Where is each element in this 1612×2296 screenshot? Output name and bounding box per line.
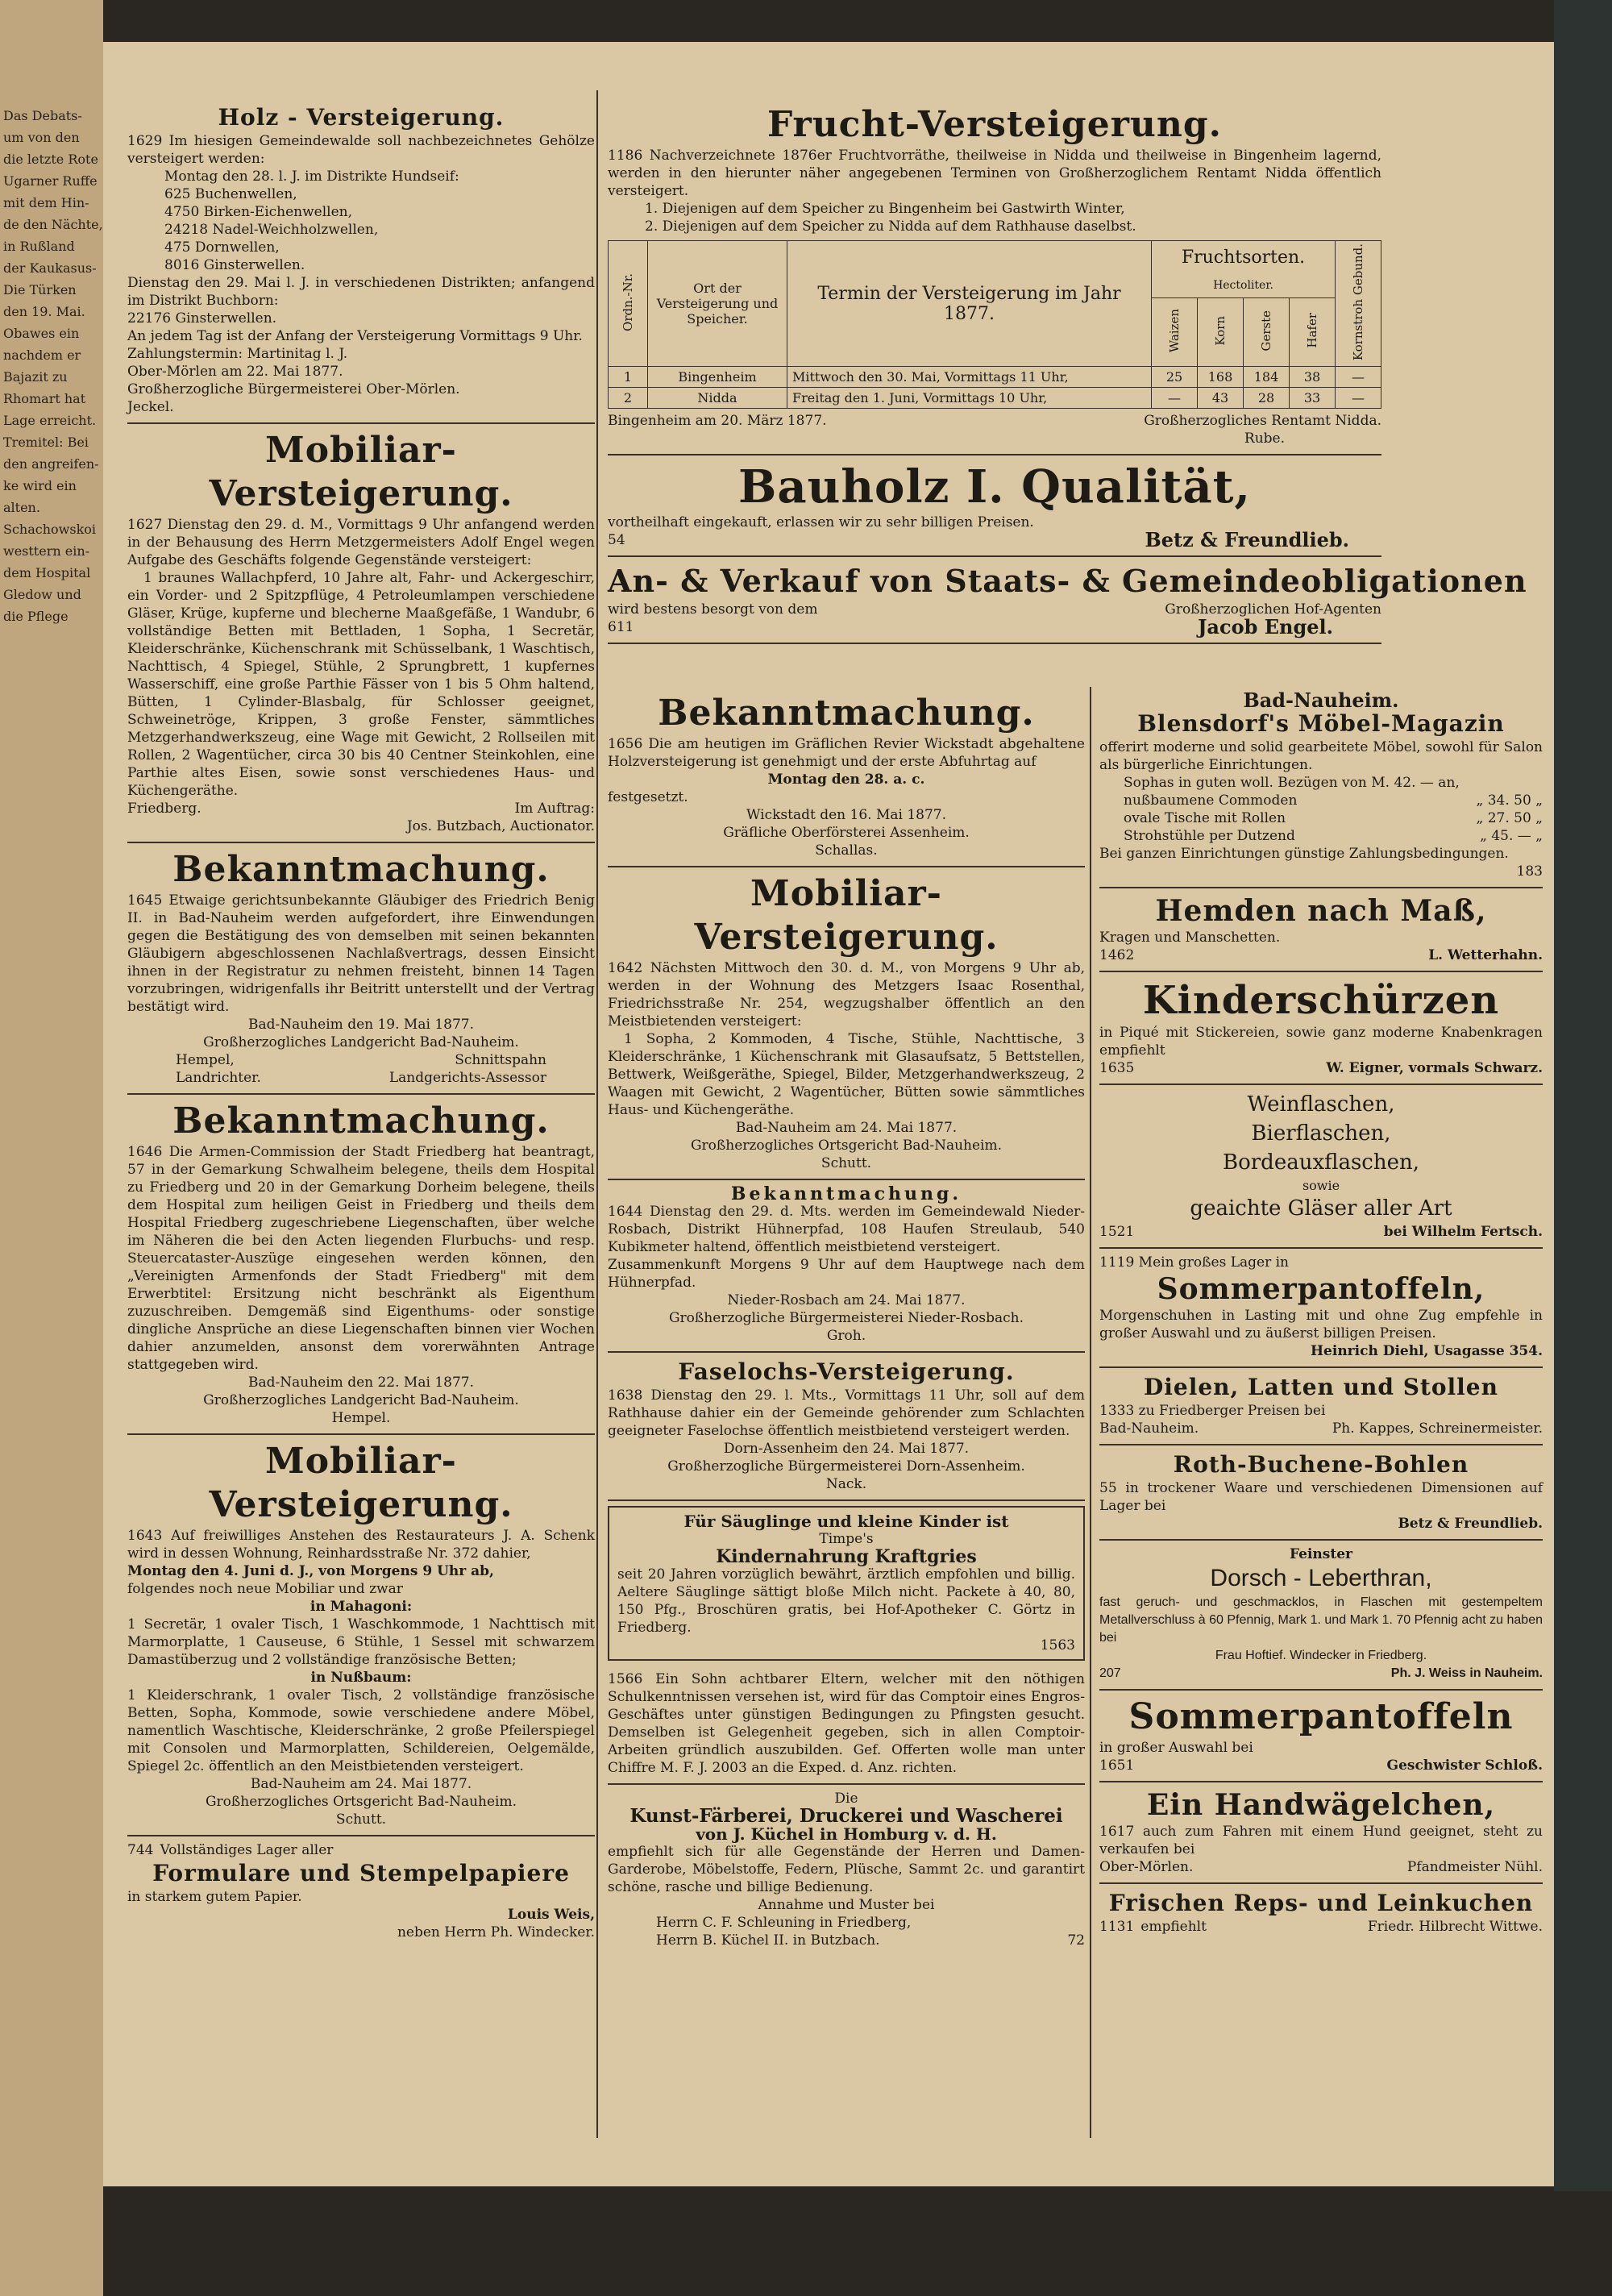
ad-sign: Schnittspahn (455, 1052, 546, 1068)
table-cell: Freitag den 1. Juni, Vormittags 10 Uhr, (787, 388, 1152, 409)
ad-text: 1186 Nachverzeichnete 1876er Fruchtvorräthe, theilweise in Nidda und theilweise in Bingenheim lagernd, werden in den hierunter näher angegebenen Terminen von Großherzoglichem Rentamt Nidda öffentlich versteigert. (608, 148, 1381, 199)
frucht-table (608, 240, 1381, 409)
ad-text: 1333 zu Friedberger Preisen bei (1099, 1403, 1326, 1419)
ad-line: Ober-Mörlen am 22. Mai 1877. (127, 364, 343, 380)
ad-subhead: in Nußbaum: (310, 1670, 412, 1686)
table-header: Termin der Versteigerung im Jahr 1877. (787, 241, 1152, 367)
ad-place: Bad-Nauheim. (1243, 688, 1399, 712)
ad-title: Dorsch - Leberthran, (1210, 1565, 1432, 1591)
column-right (1099, 687, 1543, 1942)
ad-line: 4750 Birken-Eichenwellen, (164, 204, 353, 220)
strip-line: in Rußland (3, 239, 75, 254)
ad-body: 1 braunes Wallachpferd, 10 Jahre alt, Fahr- und Ackergeschirr, ein Vorder- und 2 Spitzpflüge, 4 Petroleumlampen verschiedene Gläser, Krüge, kupferne und blecherne Maaßgefäße, 1 Wandubr, 6 vollständige Betten mit Bettladen, 1 Sopha, 1 Secretär, Kleiderschränke, Küchenschrank mit Schüsselbank, 1 Waschtisch, Nachttisch, 4 Spiegel, Stühle, 2 Sprungbrett, 1 kupfernes Wasserschiff, eine große Parthie Fässer von 1 bis 5 Ohm haltend, Bütten, 1 Cylinder-Blasbalg, für Schlosser geeignet, Schweinetröge, Krippen, 3 große Fenster, sämmtliches Metzgerhandwerkszeug, eine Wage mit Gewicht, 2 Rollseilen mit Rollen, 2 Wagentücher, circa 30 bis 40 Centner Steinkohlen, eine Parthie altes Eisen, sowie sonst verschiedenes Haus- und Küchengeräthe. (127, 570, 595, 799)
ad-text: vortheilhaft eingekauft, erlassen wir zu sehr billigen Preisen. (608, 514, 1034, 531)
table-cell: Nidda (648, 388, 787, 409)
ad-title: Bekanntmachung. (658, 693, 1035, 734)
strip-line: Tremitel: Bei (3, 435, 89, 450)
ad-text: 1646 Die Armen-Commission der Stadt Friedberg hat beantragt, 57 in der Gemarkung Schwalheim belegene, theils dem Hospital zu Friedberg und 20 in der Gemarkung Dorheim belegene, theils dem Hospital zum heiligen Geist in Friedberg und theils dem Hospital Friedberg zugeschriebene Liegenschaften, über welche im Näheren die bei den Acten liegenden Flurbuchs- und resp. Steuercataster-Auszüge eingesehen werden können, den „Vereinigten Armenfonds der Stadt Friedberg" mit dem Erwerbtitel: Ersitzung nicht beschränkt als Eigenthum zuzuschreiben. Demgemäß sind Eigenthums- oder sonstige dingliche Ansprüche an diese Liegenschaften binnen vier Wochen dahier anzumelden, ansonst dem vorerwähnten Antrage stattgegeben wird. (127, 1144, 595, 1373)
ad-flaschen (1099, 1085, 1543, 1249)
ad-text: 1617 auch zum Fahren mit einem Hund geeignet, steht zu verkaufen bei (1099, 1824, 1543, 1857)
strip-line: mit dem Hin- (3, 195, 89, 210)
item-price: „ 45. — „ (1480, 828, 1543, 844)
ad-text: in Piqué mit Stickereien, sowie ganz moderne Knabenkragen empfiehlt (1099, 1025, 1543, 1059)
ad-text: Großherzoglichen Hof-Agenten (1165, 601, 1381, 618)
ad-title: Sommerpantoffeln (1128, 1696, 1514, 1737)
ad-text: wird bestens besorgt von dem (608, 601, 818, 618)
ad-text: Feinster (1290, 1546, 1352, 1562)
ad-title: Bauholz I. Qualität, (738, 460, 1251, 514)
ad-signature: Heinrich Diehl, Usagasse 354. (1310, 1343, 1543, 1359)
ad-line: 22176 Ginsterwellen. (127, 310, 277, 327)
ad-title: Bekanntmachung. (730, 1183, 962, 1204)
ad-signature: Geschwister Schloß. (1386, 1757, 1543, 1774)
ad-office: Großherzogliche Bürgermeisterei Dorn-Assenheim. (667, 1458, 1025, 1475)
ad-date: Nieder-Rosbach am 24. Mai 1877. (727, 1292, 966, 1308)
strip-line: Lage erreicht. (3, 413, 97, 428)
ad-text: Herrn B. Küchel II. in Butzbach. (656, 1932, 880, 1949)
previous-page-strip (0, 0, 103, 2296)
ad-obligationen (608, 557, 1527, 644)
ad-date: Wickstadt den 16. Mai 1877. (746, 807, 947, 823)
ad-number: 1521 (1099, 1224, 1135, 1240)
ad-text: Timpe's (819, 1531, 874, 1547)
table-cell: Mittwoch den 30. Mai, Vormittags 11 Uhr, (787, 367, 1152, 388)
strip-line: Schachowskoi (3, 522, 97, 537)
ad-text: Vollständiges Lager aller (160, 1842, 334, 1858)
strip-line: Das Debats- (3, 108, 82, 123)
ad-sommerpantoffeln-2 (1099, 1691, 1543, 1782)
table-cell: — (1336, 367, 1381, 388)
ad-reps (1099, 1884, 1543, 1942)
ad-faselochs (608, 1353, 1085, 1501)
ad-place: Friedberg. (127, 801, 202, 817)
ad-body: 1 Secretär, 1 ovaler Tisch, 1 Waschkommode, 1 Nachttisch mit Marmorplatte, 1 Causeuse, 6 Stühle, 1 Sessel mit schwarzem Damastüberzug und 2 vollständige französische Betten; (127, 1616, 595, 1668)
ad-signature: Schutt. (821, 1155, 872, 1171)
ad-text: 1642 Nächsten Mittwoch den 30. d. M., von Morgens 9 Uhr ab, werden in der Wohnung des Metzgers Isaac Rosenthal, Friedrichsstraße Nr. 254, wegzugshalber öffentlich an den Meistbietenden versteigert: (608, 960, 1085, 1029)
strip-line: alten. (3, 500, 40, 515)
ad-number: 1462 (1099, 947, 1135, 963)
ad-text: empfiehlt sich für alle Gegenstände der Herren und Damen-Garderobe, Möbelstoffe, Federn, Plüsche, Sammt 2c. und garantirt schöne, rasche und billige Bedienung. (608, 1844, 1085, 1895)
ad-text: 1638 Dienstag den 29. l. Mts., Vormittags 11 Uhr, soll auf dem Rathhause dahier ein der Gemeinde gehörender zum Schlachten geeigneter Faselochse öffentlich meistbietend versteigert werden. (608, 1387, 1085, 1439)
ad-signature: bei Wilhelm Fertsch. (1383, 1224, 1543, 1240)
ad-title: Bekanntmachung. (172, 1100, 550, 1142)
table-cell: — (1336, 388, 1381, 409)
ad-signature: Groh. (826, 1328, 866, 1344)
ad-title: Holz - Versteigerung. (218, 104, 505, 131)
table-cell: — (1152, 388, 1198, 409)
ad-frucht-versteigerung (608, 98, 1381, 455)
ad-line: Bierflaschen, (1251, 1121, 1391, 1146)
ad-mobiliar-versteigerung-2 (127, 1435, 595, 1836)
ad-office: Großherzogliches Rentamt Nidda. (1144, 413, 1381, 430)
ad-line: 625 Buchenwellen, (164, 186, 297, 202)
ad-line: sowie (1302, 1178, 1340, 1193)
table-header: Hectoliter. (1152, 274, 1336, 297)
ad-bekanntmachung-2 (127, 1095, 595, 1435)
ad-number: 611 (608, 619, 634, 636)
ad-place: Bad-Nauheim. (1099, 1420, 1199, 1437)
ad-place: Ober-Mörlen. (1099, 1859, 1194, 1875)
ad-number: 1563 (1040, 1637, 1075, 1653)
ad-head: Für Säuglinge und kleine Kinder ist (683, 1512, 1009, 1531)
ad-holz-versteigerung (127, 98, 595, 424)
ad-signature: Jos. Butzbach, Auctionator. (406, 818, 595, 834)
strip-line: ke wird ein (3, 478, 77, 493)
table-cell: 168 (1198, 367, 1244, 388)
table-cell: 184 (1244, 367, 1290, 388)
ad-line: Jeckel. (127, 399, 174, 415)
ad-line: 475 Dornwellen, (164, 239, 280, 256)
ad-signature: Louis Weis, (507, 1907, 595, 1923)
ad-body: 1 Kleiderschrank, 1 ovaler Tisch, 2 vollständige französische Betten, Sopha, Kommode, sowie verschiedene andere Möbel, namentlich Waschtische, Kleiderschränke, 2 große Pfeilerspiegel mit Consolen und Marmorplatten, Schildereien, Oelgemälde, Spiegel 2c. öffentlich an den Meistbietenden versteigert. (127, 1687, 595, 1774)
strip-line: Ugarner Ruffe (3, 173, 98, 189)
ad-number: 72 (1067, 1932, 1085, 1949)
ad-title: Frucht-Versteigerung. (767, 104, 1222, 145)
ad-office: Großherzogliches Landgericht Bad-Nauheim. (203, 1392, 519, 1408)
item-label: Strohstühle per Dutzend (1124, 828, 1295, 844)
table-cell: 2 (609, 388, 648, 409)
table-row (609, 388, 1381, 409)
ad-text: 1629 Im hiesigen Gemeindewalde soll nachbezeichnetes Gehölze versteigert werden: (127, 133, 595, 167)
ad-text: Annahme und Muster bei (758, 1897, 935, 1913)
ad-signature: Betz & Freundlieb. (1398, 1516, 1543, 1532)
strip-line: westtern ein- (3, 543, 90, 559)
ad-title: An- & Verkauf von Staats- & Gemeindeobligationen (608, 563, 1527, 600)
ad-number: 1635 (1099, 1060, 1135, 1076)
column-right-top (608, 98, 1527, 644)
ad-date: Bingenheim am 20. März 1877. (608, 413, 827, 430)
item-price: „ 34. 50 „ (1476, 792, 1543, 809)
ad-text: 55 in trockener Waare und verschiedenen Dimensionen auf Lager bei (1099, 1480, 1543, 1514)
ad-title: Faselochs-Versteigerung. (678, 1358, 1015, 1385)
ad-date: Dorn-Assenheim den 24. Mai 1877. (723, 1441, 970, 1457)
ad-signature: Ph. Kappes, Schreinermeister. (1332, 1420, 1543, 1437)
ad-dorsch-leberthran (1099, 1541, 1543, 1691)
ad-text: Bei ganzen Einrichtungen günstige Zahlungsbedingungen. (1099, 846, 1509, 862)
ad-text: seit 20 Jahren vorzüglich bewährt, ärztlich empfohlen und billig. Aeltere Säuglinge sättigt bloße Milch nicht. Packete à 40, 80, 150 Pfg., Broschüren gratis, bei Hof-Apotheker C. Görtz in Friedberg. (617, 1566, 1075, 1636)
ad-text: von J. Küchel in Homburg v. d. H. (696, 1824, 997, 1844)
column-divider (596, 90, 598, 2138)
ad-list-item: 2. Diejenigen auf dem Speicher zu Nidda auf dem Rathhause daselbst. (645, 218, 1136, 235)
list-item (1099, 774, 1543, 792)
strip-line: de den Nächte, (3, 217, 103, 232)
ad-text: Zusammenkunft Morgens 9 Uhr auf dem Hauptwege nach dem Hühnerpfad. (608, 1257, 1085, 1291)
ad-title: Kunst-Färberei, Druckerei und Wascherei (629, 1805, 1063, 1827)
table-header: Ordn.-Nr. (621, 272, 635, 331)
ad-text: 1645 Etwaige gerichtsunbekannte Gläubiger des Friedrich Benig II. in Bad-Nauheim werden aufgefordert, ihre Einwendungen gegen die Bestätigung des von demselben mit seinen bekannten Gläubigern abgeschlossenen Nachlaßvertrags, dessen Einsicht ihnen in der Registratur zu nehmen freisteht, binnen 14 Tagen vorzubringen, widrigenfalls ihr Beitritt unterstellt und der Vertrag bestätigt wird. (127, 892, 595, 1015)
ad-line: Bordeauxflaschen, (1222, 1150, 1420, 1175)
ad-date: Bad-Nauheim den 22. Mai 1877. (248, 1375, 474, 1391)
strip-line: nachdem er (3, 347, 81, 363)
ad-text: Kragen und Manschetten. (1099, 930, 1281, 946)
ad-body: 1 Sopha, 2 Kommoden, 4 Tische, Stühle, Nachttische, 3 Kleiderschränke, 1 Küchenschrank mit Glasaufsatz, 5 Bettstellen, Bettwerk, Weißgeräthe, Spiegel, Bilder, Metzgerhandwerkszeug, 2 Waagen mit Gewicht, 2 Wagentücher, Bütten sowie sämmtliches Haus- und Küchengeräthe. (608, 1031, 1085, 1118)
ad-number: 207 (1099, 1666, 1121, 1680)
ad-title: Hemden nach Maß, (1155, 894, 1487, 928)
table-header: Gerste (1259, 310, 1273, 351)
ad-text: 1644 Dienstag den 29. d. Mts. werden im Gemeindewald Nieder-Rosbach, Distrikt Hühnerpfad, 108 Haufen Streulaub, 540 Kubikmeter haltend, öffentlich meistbietend versteigert. (608, 1204, 1085, 1255)
ad-number: 54 (608, 532, 625, 549)
table-cell: Bingenheim (648, 367, 787, 388)
strip-line: die letzte Rote (3, 152, 98, 167)
list-item (1099, 792, 1543, 809)
ad-line: 8016 Ginsterwellen. (164, 257, 305, 273)
ad-date-line: Montag den 28. a. c. (767, 772, 925, 788)
ad-signature: Pfandmeister Nühl. (1406, 1859, 1543, 1875)
column-left (127, 98, 595, 1948)
ad-text: in starkem gutem Papier. (127, 1889, 302, 1905)
ad-title: Sommerpantoffeln, (1157, 1272, 1485, 1306)
ad-bekanntmachung-1 (127, 843, 595, 1095)
ad-text: 1627 Dienstag den 29. d. M., Vormittags 9 Uhr anfangend werden in der Behausung des Herrn Metzgermeisters Adolf Engel wegen Aufgabe des Geschäfts folgende Gegenstände versteigert: (127, 517, 595, 568)
ad-signature: Nack. (825, 1476, 867, 1492)
ad-text: Frau Hoftief. Windecker in Friedberg. (1215, 1649, 1427, 1662)
table-header: Ort der Versteigerung und Speicher. (648, 241, 787, 367)
strip-line: Die Türken (3, 282, 77, 297)
ad-title: Formulare und Stempelpapiere (152, 1860, 570, 1886)
ad-title: Roth-Buchene-Bohlen (1173, 1451, 1469, 1478)
ad-sommerpantoffeln-1 (1099, 1249, 1543, 1368)
table-header: Korn (1213, 315, 1228, 346)
item-label: ovale Tische mit Rollen (1124, 810, 1286, 826)
ad-title: Mobiliar-Versteigerung. (209, 1441, 513, 1525)
ad-line: Großherzogliche Bürgermeisterei Ober-Mörlen. (127, 381, 460, 397)
table-header: Waizen (1167, 308, 1182, 353)
table-cell: 38 (1290, 367, 1336, 388)
strip-line: die Pflege (3, 609, 69, 624)
ad-bekanntmachung-4 (608, 1180, 1085, 1353)
ad-office: Großherzogliches Ortsgericht Bad-Nauheim. (205, 1794, 517, 1810)
strip-line: Bajazit zu (3, 369, 68, 385)
ad-bauholz (608, 455, 1381, 557)
ad-line: Dienstag den 29. Mai l. J. in verschiedenen Distrikten; anfangend im Distrikt Buchborn: (127, 275, 595, 309)
ad-signature: L. Wetterhahn. (1428, 947, 1543, 963)
ad-text: 1119 Mein großes Lager in (1099, 1254, 1289, 1271)
ad-text: empfiehlt (1140, 1919, 1207, 1935)
ad-signature: neben Herrn Ph. Windecker. (397, 1924, 595, 1940)
ad-signature: Jacob Engel. (1198, 615, 1333, 639)
list-item (1099, 809, 1543, 827)
ad-text: offerirt moderne und solid gearbeitete Möbel, sowohl für Salon als bürgerliche Einrichtungen. (1099, 739, 1543, 773)
ad-signature: Friedr. Hilbrecht Wittwe. (1367, 1919, 1543, 1935)
ad-date: Bad-Nauheim den 19. Mai 1877. (248, 1017, 474, 1033)
ad-number: 1131 (1099, 1919, 1135, 1935)
ad-signature: Schallas. (815, 842, 878, 859)
newspaper-page (103, 42, 1554, 2186)
ad-faerberei (608, 1785, 1085, 1956)
ad-roth-buchene-bohlen (1099, 1445, 1543, 1541)
table-cell: 33 (1290, 388, 1336, 409)
table-cell: 1 (609, 367, 648, 388)
item-price: „ 27. 50 „ (1476, 810, 1543, 826)
strip-line: Gledow und (3, 587, 81, 602)
ad-date: Bad-Nauheim am 24. Mai 1877. (735, 1120, 958, 1136)
book-binding-edge (1554, 0, 1612, 2191)
ad-subhead: in Mahagoni: (310, 1599, 413, 1615)
strip-line: Obawes ein (3, 326, 80, 341)
ad-title: Bekanntmachung. (172, 849, 550, 890)
ad-list-item: 1. Diejenigen auf dem Speicher zu Bingenheim bei Gastwirth Winter, (645, 201, 1125, 217)
ad-sign: Hempel, (176, 1052, 235, 1068)
ad-title: Blensdorf's Möbel-Magazin (1137, 710, 1505, 737)
ad-text: 1643 Auf freiwilliges Anstehen des Restaurateurs J. A. Schenk wird in dessen Wohnung, Reinhardsstraße Nr. 372 dahier, (127, 1528, 595, 1562)
ad-office: Großherzogliche Bürgermeisterei Nieder-Rosbach. (668, 1310, 1024, 1326)
ad-line: Montag den 28. l. J. im Distrikte Hundseif: (164, 168, 459, 185)
ad-sign: Landgerichts-Assessor (388, 1070, 546, 1086)
table-header: Kornstroh Gebund. (1351, 243, 1365, 361)
ad-office: Großherzogliches Landgericht Bad-Nauheim. (203, 1034, 519, 1050)
strip-line: den angreifen- (3, 456, 99, 472)
ad-title: Kinderschürzen (1142, 978, 1500, 1023)
ad-text: 1566 Ein Sohn achtbarer Eltern, welcher mit den nöthigen Schulkenntnissen versehen ist, wird für das Comptoir eines Engros-Geschäftes unter günstigen Bedingungen zu Pfingsten gesucht. Demselben ist Gelegenheit gegeben, sich in allen Comptoir-Arbeiten gründlich auszubilden. Gef. Offerten wolle man unter Chiffre M. F. J. 2003 an die Exped. d. Anz. richten. (608, 1671, 1085, 1776)
ad-signature: Betz & Freundlieb. (1145, 528, 1349, 552)
ad-text: Die (834, 1791, 858, 1807)
ad-text: in großer Auswahl bei (1099, 1740, 1253, 1756)
ad-number: 183 (1516, 863, 1543, 880)
strip-line: um von den (3, 130, 80, 145)
ad-line: An jedem Tag ist der Anfang der Versteigerung Vormittags 9 Uhr. (127, 328, 583, 344)
ad-text: festgesetzt. (608, 789, 688, 805)
ad-hemden (1099, 888, 1543, 972)
ad-line: geaichte Gläser aller Art (1190, 1196, 1452, 1221)
ad-signature: Rube. (1244, 430, 1285, 447)
ad-text: Herrn C. F. Schleuning in Friedberg, (656, 1915, 912, 1931)
ad-dielen (1099, 1368, 1543, 1445)
ad-text: Morgenschuhen in Lasting mit und ohne Zug empfehle in großer Auswahl und zu äußerst billigen Preisen. (1099, 1308, 1543, 1341)
ad-kinderschuerzen (1099, 972, 1543, 1085)
table-row (609, 367, 1381, 388)
ad-title: Mobiliar-Versteigerung. (209, 430, 513, 514)
ad-text: fast geruch- und geschmacklos, in Flaschen mit gestempeltem Metallverschluss à 60 Pfennig, Mark 1. und Mark 1. 70 Pfennig acht zu haben bei (1099, 1595, 1543, 1645)
ad-title: Kindernahrung Kraftgries (716, 1546, 977, 1567)
strip-line: Rhomart hat (3, 391, 86, 406)
ad-bekanntmachung-3 (608, 687, 1085, 867)
ad-line: 24218 Nadel-Weichholzwellen, (164, 222, 379, 238)
ad-date: Bad-Nauheim am 24. Mai 1877. (250, 1776, 472, 1792)
ad-moebel (1099, 687, 1543, 888)
ad-sohn-gesucht (608, 1666, 1085, 1785)
table-header: Hafer (1305, 313, 1319, 348)
ad-title: Frischen Reps- und Leinkuchen (1108, 1890, 1534, 1916)
ad-mobiliar-versteigerung-1 (127, 424, 595, 843)
item-label: nußbaumene Commoden (1124, 792, 1298, 809)
strip-line: den 19. Mai. (3, 304, 85, 319)
ad-title: Mobiliar-Versteigerung. (694, 873, 999, 958)
column-divider (1090, 687, 1091, 2138)
table-cell: 43 (1198, 388, 1244, 409)
ad-number: 1651 (1099, 1757, 1135, 1774)
ad-text: 1656 Die am heutigen im Gräflichen Revier Wickstadt abgehaltene Holzversteigerung ist genehmigt und der erste Abfuhrtag auf (608, 736, 1085, 770)
table-cell: 28 (1244, 388, 1290, 409)
ad-date-line: Montag den 4. Juni d. J., von Morgens 9 Uhr ab, (127, 1563, 494, 1579)
list-item (1099, 827, 1543, 845)
ad-mobiliar-versteigerung-3 (608, 867, 1085, 1180)
ad-sign: Landrichter. (176, 1070, 261, 1086)
ad-line: Weinflaschen, (1247, 1092, 1395, 1117)
table-cell: 25 (1152, 367, 1198, 388)
ad-handwaegelchen (1099, 1782, 1543, 1884)
ad-line: Zahlungstermin: Martinitag l. J. (127, 346, 348, 362)
strip-line: dem Hospital (3, 565, 91, 580)
ad-signature: Hempel. (331, 1410, 391, 1426)
table-header: Fruchtsorten. (1152, 241, 1336, 274)
strip-line: der Kaukasus- (3, 260, 97, 276)
ad-number: 744 (127, 1842, 154, 1858)
ad-auftrag: Im Auftrag: (514, 801, 595, 817)
item-label: Sophas in guten woll. Bezügen von M. 42. — an, (1124, 775, 1460, 791)
ad-title: Dielen, Latten und Stollen (1144, 1374, 1498, 1400)
ad-signature: W. Eigner, vormals Schwarz. (1326, 1060, 1543, 1076)
ad-office: Gräfliche Oberförsterei Assenheim. (723, 825, 970, 841)
ad-text: Ph. J. Weiss in Nauheim. (1390, 1666, 1543, 1680)
ad-formulare (127, 1836, 595, 1948)
ad-signature: Schutt. (335, 1811, 387, 1828)
ad-office: Großherzogliches Ortsgericht Bad-Nauheim. (690, 1138, 1003, 1154)
ad-kindernahrung (608, 1506, 1085, 1661)
column-middle (608, 687, 1085, 1956)
ad-text: folgendes noch neue Mobiliar und zwar (127, 1581, 403, 1597)
ad-title: Ein Handwägelchen, (1146, 1788, 1496, 1822)
